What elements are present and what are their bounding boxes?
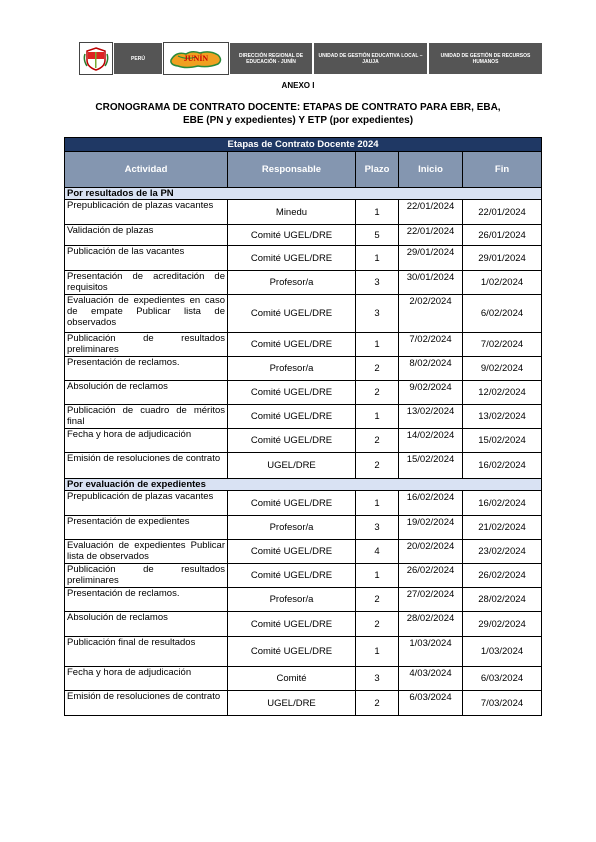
letterhead: [79, 42, 543, 75]
table-row: [65, 691, 542, 716]
section-title: Por resultados de la PN: [65, 188, 542, 200]
activity-cell: Absolución de reclamos: [65, 612, 228, 637]
col-inicio: Inicio: [399, 152, 463, 188]
start-date-cell: 19/02/2024: [399, 516, 463, 540]
responsible-cell: Comité UGEL/DRE: [228, 429, 356, 453]
responsible-cell: Comité UGEL/DRE: [228, 295, 356, 333]
table-row: [65, 540, 542, 564]
start-date-cell: 1/03/2024: [399, 637, 463, 667]
activity-cell: Absolución de reclamos: [65, 381, 228, 405]
table-row: [65, 225, 542, 246]
activity-cell: Publicación de resultados preliminares: [65, 333, 228, 357]
responsible-cell: Comité UGEL/DRE: [228, 405, 356, 429]
schedule-body: [65, 188, 542, 716]
responsible-cell: UGEL/DRE: [228, 453, 356, 479]
duration-cell: 3: [356, 516, 399, 540]
end-date-cell: 1/02/2024: [463, 271, 542, 295]
end-date-cell: 29/01/2024: [463, 246, 542, 271]
duration-cell: 4: [356, 540, 399, 564]
duration-cell: 3: [356, 271, 399, 295]
end-date-cell: 22/01/2024: [463, 200, 542, 225]
activity-cell: Presentación de acreditación de requisitos: [65, 271, 228, 295]
section-header: [65, 479, 542, 491]
duration-cell: 1: [356, 405, 399, 429]
duration-cell: 2: [356, 612, 399, 637]
table-row: [65, 637, 542, 667]
end-date-cell: 16/02/2024: [463, 453, 542, 479]
end-date-cell: 9/02/2024: [463, 357, 542, 381]
table-banner: Etapas de Contrato Docente 2024: [65, 138, 542, 152]
col-plazo: Plazo: [356, 152, 399, 188]
end-date-cell: 23/02/2024: [463, 540, 542, 564]
activity-cell: Presentación de reclamos.: [65, 588, 228, 612]
start-date-cell: 8/02/2024: [399, 357, 463, 381]
start-date-cell: 30/01/2024: [399, 271, 463, 295]
start-date-cell: 16/02/2024: [399, 491, 463, 516]
responsible-cell: Comité UGEL/DRE: [228, 540, 356, 564]
start-date-cell: 9/02/2024: [399, 381, 463, 405]
peru-shield-icon: [79, 42, 113, 75]
ugel-label: UNIDAD DE GESTIÓN EDUCATIVA LOCAL – JAUJA: [313, 42, 428, 75]
table-row: [65, 516, 542, 540]
responsible-cell: Comité UGEL/DRE: [228, 612, 356, 637]
duration-cell: 1: [356, 333, 399, 357]
end-date-cell: 1/03/2024: [463, 637, 542, 667]
responsible-cell: Comité UGEL/DRE: [228, 246, 356, 271]
start-date-cell: 14/02/2024: [399, 429, 463, 453]
table-row: [65, 612, 542, 637]
activity-cell: Publicación de las vacantes: [65, 246, 228, 271]
table-row: [65, 588, 542, 612]
col-responsable: Responsable: [228, 152, 356, 188]
activity-cell: Publicación de cuadro de méritos final: [65, 405, 228, 429]
duration-cell: 3: [356, 667, 399, 691]
col-fin: Fin: [463, 152, 542, 188]
start-date-cell: 29/01/2024: [399, 246, 463, 271]
table-row: [65, 295, 542, 333]
activity-cell: Emisión de resoluciones de contrato: [65, 691, 228, 716]
responsible-cell: Profesor/a: [228, 357, 356, 381]
end-date-cell: 21/02/2024: [463, 516, 542, 540]
activity-cell: Publicación final de resultados: [65, 637, 228, 667]
duration-cell: 3: [356, 295, 399, 333]
activity-cell: Prepublicación de plazas vacantes: [65, 491, 228, 516]
dre-label: DIRECCIÓN REGIONAL DE EDUCACIÓN - JUNÍN: [229, 42, 313, 75]
end-date-cell: 29/02/2024: [463, 612, 542, 637]
col-actividad: Actividad: [65, 152, 228, 188]
end-date-cell: 12/02/2024: [463, 381, 542, 405]
start-date-cell: 20/02/2024: [399, 540, 463, 564]
duration-cell: 1: [356, 491, 399, 516]
responsible-cell: Comité UGEL/DRE: [228, 333, 356, 357]
end-date-cell: 7/02/2024: [463, 333, 542, 357]
end-date-cell: 6/02/2024: [463, 295, 542, 333]
document-title: [60, 101, 536, 127]
activity-cell: Fecha y hora de adjudicación: [65, 429, 228, 453]
end-date-cell: 26/01/2024: [463, 225, 542, 246]
start-date-cell: 26/02/2024: [399, 564, 463, 588]
end-date-cell: 26/02/2024: [463, 564, 542, 588]
activity-cell: Validación de plazas: [65, 225, 228, 246]
table-row: [65, 405, 542, 429]
duration-cell: 1: [356, 637, 399, 667]
junin-logo: [163, 42, 229, 75]
activity-cell: Emisión de resoluciones de contrato: [65, 453, 228, 479]
duration-cell: 1: [356, 246, 399, 271]
table-row: [65, 564, 542, 588]
start-date-cell: 2/02/2024: [399, 295, 463, 333]
table-row: [65, 667, 542, 691]
table-row: [65, 271, 542, 295]
section-header: [65, 188, 542, 200]
duration-cell: 2: [356, 453, 399, 479]
peru-label: PERÚ: [113, 42, 163, 75]
table-row: [65, 381, 542, 405]
start-date-cell: 4/03/2024: [399, 667, 463, 691]
responsible-cell: Comité UGEL/DRE: [228, 491, 356, 516]
end-date-cell: 15/02/2024: [463, 429, 542, 453]
responsible-cell: Comité UGEL/DRE: [228, 637, 356, 667]
end-date-cell: 28/02/2024: [463, 588, 542, 612]
activity-cell: Presentación de expedientes: [65, 516, 228, 540]
start-date-cell: 28/02/2024: [399, 612, 463, 637]
table-row: [65, 246, 542, 271]
duration-cell: 2: [356, 588, 399, 612]
activity-cell: Evaluación de expedientes Publicar lista de observados: [65, 540, 228, 564]
activity-cell: Prepublicación de plazas vacantes: [65, 200, 228, 225]
activity-cell: Evaluación de expedientes en caso de empate Publicar lista de observados: [65, 295, 228, 333]
responsible-cell: Profesor/a: [228, 271, 356, 295]
responsible-cell: UGEL/DRE: [228, 691, 356, 716]
table-row: [65, 491, 542, 516]
duration-cell: 1: [356, 200, 399, 225]
title-line-1: CRONOGRAMA DE CONTRATO DOCENTE: ETAPAS DE CONTRATO PARA EBR, EBA,: [95, 102, 501, 113]
schedule-table: [64, 137, 542, 716]
responsible-cell: Comité UGEL/DRE: [228, 225, 356, 246]
start-date-cell: 7/02/2024: [399, 333, 463, 357]
title-line-2: EBE (PN y expedientes) Y ETP (por expedientes): [182, 115, 414, 126]
responsible-cell: Comité UGEL/DRE: [228, 564, 356, 588]
table-row: [65, 453, 542, 479]
responsible-cell: Comité UGEL/DRE: [228, 381, 356, 405]
table-row: [65, 429, 542, 453]
end-date-cell: 13/02/2024: [463, 405, 542, 429]
duration-cell: 5: [356, 225, 399, 246]
duration-cell: 2: [356, 691, 399, 716]
activity-cell: Publicación de resultados preliminares: [65, 564, 228, 588]
end-date-cell: 16/02/2024: [463, 491, 542, 516]
duration-cell: 1: [356, 564, 399, 588]
section-title: Por evaluación de expedientes: [65, 479, 542, 491]
responsible-cell: Minedu: [228, 200, 356, 225]
responsible-cell: Profesor/a: [228, 588, 356, 612]
end-date-cell: 7/03/2024: [463, 691, 542, 716]
responsible-cell: Comité: [228, 667, 356, 691]
start-date-cell: 22/01/2024: [399, 200, 463, 225]
coat-of-arms-icon: [83, 46, 109, 72]
duration-cell: 2: [356, 429, 399, 453]
duration-cell: 2: [356, 357, 399, 381]
duration-cell: 2: [356, 381, 399, 405]
rrhh-label: UNIDAD DE GESTIÓN DE RECURSOS HUMANOS: [428, 42, 543, 75]
start-date-cell: 27/02/2024: [399, 588, 463, 612]
end-date-cell: 6/03/2024: [463, 667, 542, 691]
start-date-cell: 13/02/2024: [399, 405, 463, 429]
anexo-label: ANEXO I: [281, 81, 315, 90]
start-date-cell: 15/02/2024: [399, 453, 463, 479]
table-row: [65, 200, 542, 225]
activity-cell: Presentación de reclamos.: [65, 357, 228, 381]
table-row: [65, 333, 542, 357]
activity-cell: Fecha y hora de adjudicación: [65, 667, 228, 691]
table-row: [65, 357, 542, 381]
start-date-cell: 22/01/2024: [399, 225, 463, 246]
responsible-cell: Profesor/a: [228, 516, 356, 540]
start-date-cell: 6/03/2024: [399, 691, 463, 716]
logo-wordmark: JUNÍN: [183, 53, 209, 63]
